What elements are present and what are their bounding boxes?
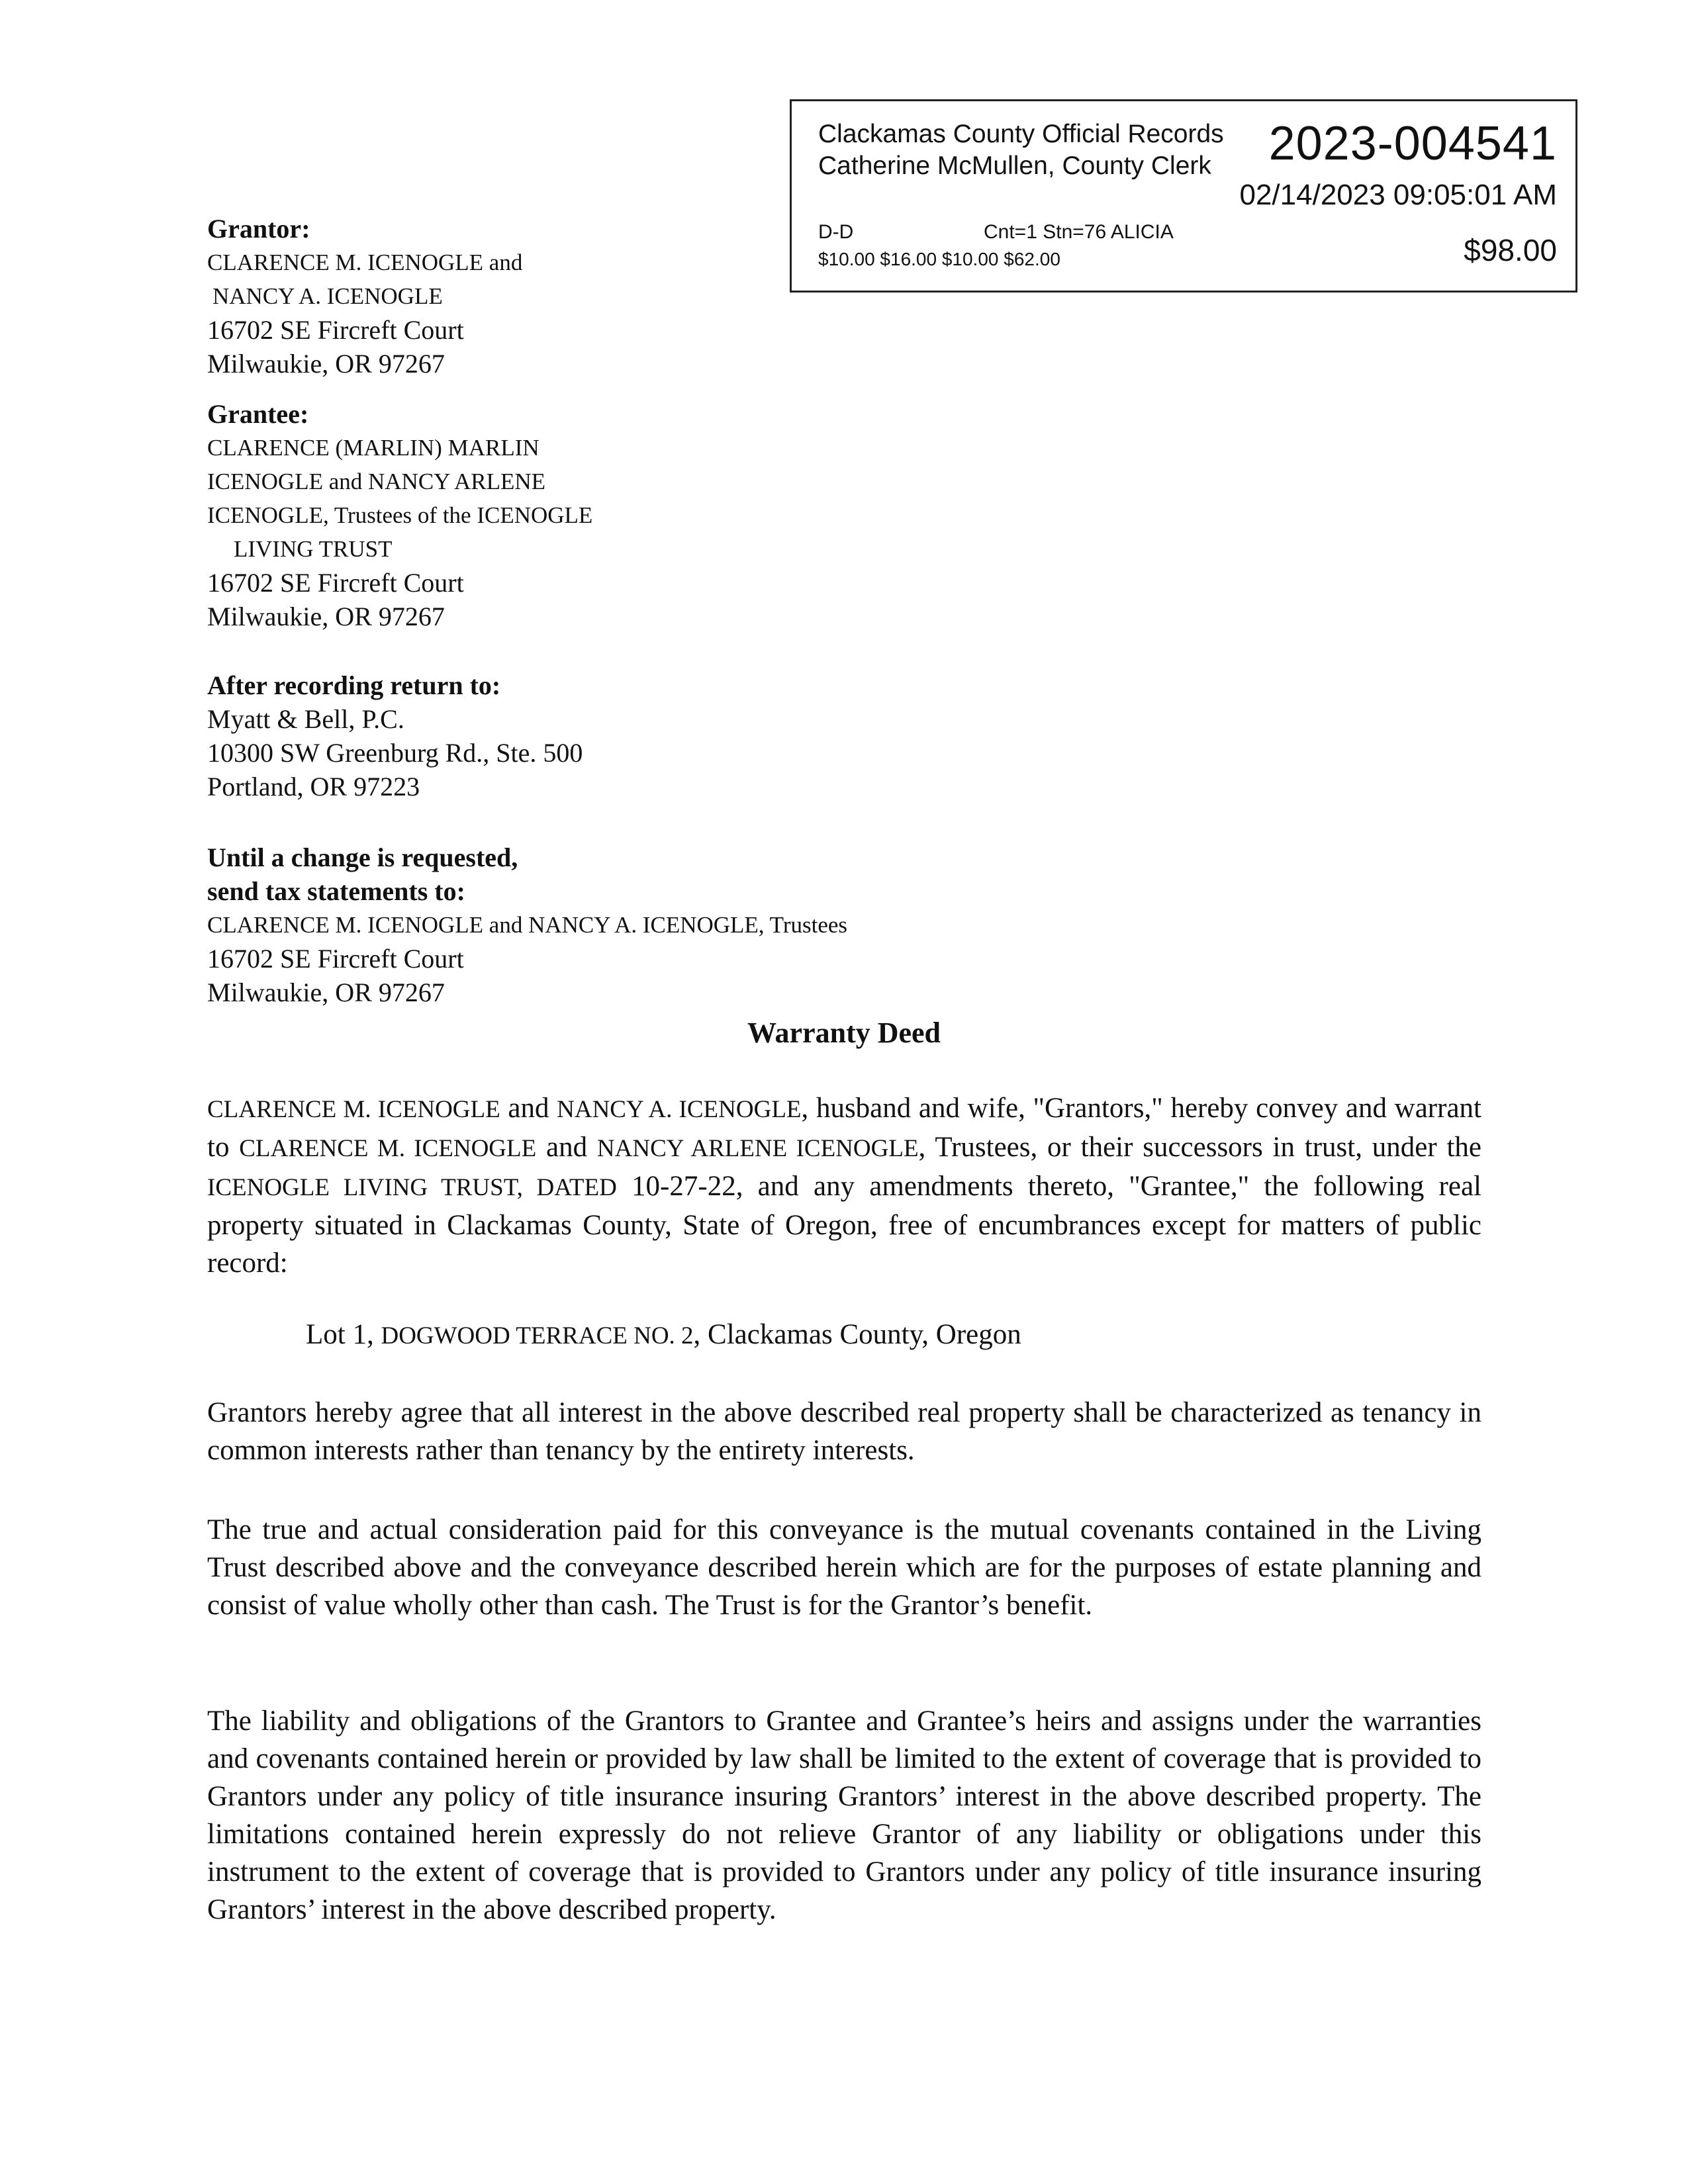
tax-address-city: Milwaukie, OR 97267 [207,978,445,1007]
document-type-code: D-D [818,221,854,243]
grantor-address-street: 16702 SE Fircreft Court [207,315,464,345]
grantor-block [207,212,522,381]
conveyance-grantee1: CLARENCE M. ICENOGLE [239,1135,537,1162]
conveyance-and1: and [500,1093,557,1124]
grantee-address-city: Milwaukie, OR 97267 [207,602,445,631]
return-to-firm: Myatt & Bell, P.C. [207,704,404,734]
return-to-label: After recording return to: [207,670,501,700]
county-clerk: Catherine McMullen, County Clerk [818,152,1211,180]
count-station: Cnt=1 Stn=76 ALICIA [984,221,1174,243]
records-office: Clackamas County Official Records [818,120,1224,148]
fee-breakdown: $10.00 $16.00 $10.00 $62.00 [818,249,1060,269]
return-to-block [207,668,583,803]
conveyance-and2: and [536,1132,597,1163]
grantee-block [207,397,592,633]
tenancy-paragraph: Grantors hereby agree that all interest in the above described real property shall be characterized as tenancy in common interests rather than tenancy by the entirety interests. [207,1397,1481,1466]
grantee-address-street: 16702 SE Fircreft Court [207,568,464,598]
conveyance-trust-name: ICENOGLE LIVING TRUST, DATED [207,1174,617,1201]
recording-stamp [790,99,1577,293]
liability-paragraph: The liability and obligations of the Grantors to Grantee and Grantee’s heirs and assigns under the warranties and covenants contained herein or provided by law shall be limited to the extent of coverage that is provided to Grantors under any policy of title insurance insuring Grantors’ interest in the above described property. The limitations contained herein expressly do not relieve Grantor of any liability or obligations under this instrument to the extent of coverage that is provided to Grantors under any policy of title insurance insuring Grantors’ interest in the above described property. [207,1706,1481,1925]
conveyance-paragraph [207,1089,1481,1282]
tax-recipient: CLARENCE M. ICENOGLE and NANCY A. ICENOGLE, Trustees [207,912,848,938]
grantee-name-line4: LIVING TRUST [234,536,393,562]
legal-subdivision: DOGWOOD TERRACE NO. 2 [381,1322,694,1349]
document-number: 2023-004541 [1268,117,1557,170]
tax-address-street: 16702 SE Fircreft Court [207,944,464,974]
tax-statements-block [207,841,847,1009]
conveyance-text3: 10-27-22, and any amendments thereto, "Grantee," the following real property situated in Clackamas County, State of Oregon, free of encumbrances except for matters of public record: [207,1171,1481,1279]
conveyance-grantee2: NANCY ARLENE ICENOGLE [596,1135,919,1162]
grantor-name-line1: CLARENCE M. ICENOGLE and [207,250,523,275]
grantor-address-city: Milwaukie, OR 97267 [207,349,445,379]
consideration-paragraph: The true and actual consideration paid for this conveyance is the mutual covenants contained in the Living Trust described above and the conveyance described herein which are for the purposes of estate planning and consist of value wholly other than cash. The Trust is for the Grantor’s benefit. [207,1514,1481,1621]
legal-description [306,1316,1021,1355]
conveyance-text1: , husband and wife, "Grantors," hereby convey and warrant to [207,1093,1481,1163]
tax-label-line1: Until a change is requested, [207,842,518,872]
conveyance-grantor2: NANCY A. ICENOGLE [557,1096,802,1123]
tax-label-line2: send tax statements to: [207,876,465,906]
grantee-name-line3: ICENOGLE, Trustees of the ICENOGLE [207,502,593,528]
conveyance-grantor1: CLARENCE M. ICENOGLE [207,1096,500,1123]
grantor-name-line2: NANCY A. ICENOGLE [212,283,443,309]
return-to-street: 10300 SW Greenburg Rd., Ste. 500 [207,738,583,768]
return-to-city: Portland, OR 97223 [207,772,420,801]
recording-datetime: 02/14/2023 09:05:01 AM [1239,179,1557,211]
grantee-name-line1: CLARENCE (MARLIN) MARLIN [207,435,539,461]
grantee-label: Grantee: [207,399,309,429]
grantor-label: Grantor: [207,214,310,244]
legal-prefix: Lot 1, [306,1319,381,1350]
document-title: Warranty Deed [747,1017,941,1049]
conveyance-text2: , Trustees, or their successors in trust, under the [918,1132,1481,1163]
legal-suffix: , Clackamas County, Oregon [693,1319,1021,1350]
grantee-name-line2: ICENOGLE and NANCY ARLENE [207,469,546,494]
fee-total: $98.00 [1464,233,1557,267]
